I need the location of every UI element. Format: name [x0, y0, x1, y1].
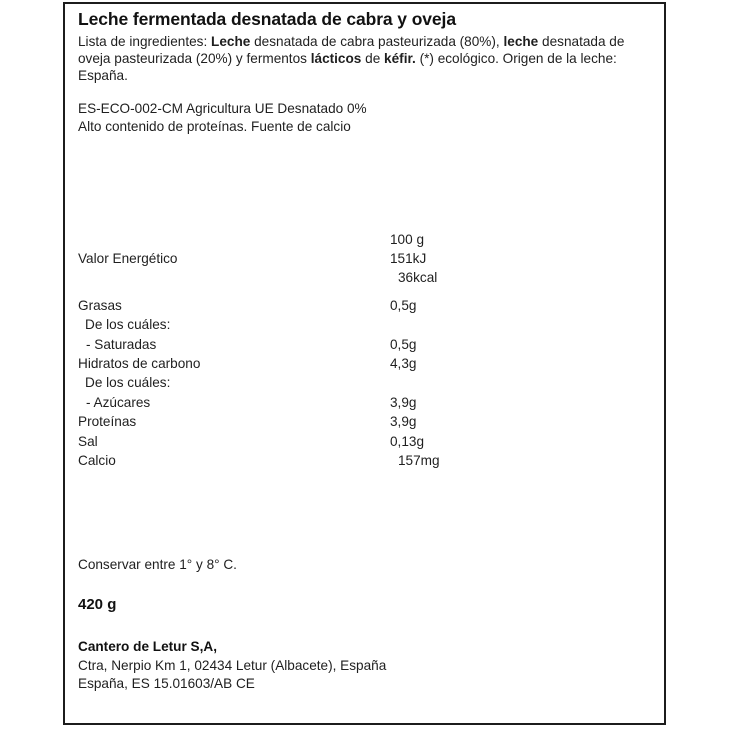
ingredient-leche-oveja: leche	[503, 34, 539, 49]
ingredient-lacticos: lácticos	[310, 51, 362, 67]
nutrition-row-label: De los cuáles:	[85, 375, 171, 391]
ingredient-leche-cabra: Leche	[211, 34, 251, 49]
address-country-code: España, ES 15.01603/AB CE	[78, 676, 255, 692]
ingredients-prefix: Lista de ingredientes:	[78, 34, 212, 49]
nutrition-row	[78, 249, 654, 268]
ingredients-text-3: de	[361, 51, 385, 67]
ingredients-text-1: desnatada de cabra pasteurizada (80%),	[250, 34, 504, 49]
nutrition-row-value: 3,9g	[390, 394, 417, 410]
nutrition-row-label: Hidratos de carbono	[78, 355, 201, 371]
nutrition-claim: Alto contenido de proteínas. Fuente de calcio	[78, 119, 351, 135]
nutrition-row-value: 0,5g	[390, 297, 417, 313]
nutrition-rows	[78, 249, 654, 470]
nutrition-row-value: 157mg	[398, 452, 440, 468]
nutrition-row-value: 36kcal	[398, 270, 438, 286]
ingredients-suffix: (*) ecológico. Origen de la leche: España.	[78, 51, 617, 84]
storage-instruction: Conservar entre 1° y 8° C.	[78, 557, 237, 573]
nutrition-row-value: 0,5g	[390, 336, 417, 352]
nutrition-row-value: 4,3g	[390, 355, 417, 371]
nutrition-spacer	[78, 288, 654, 296]
nutrition-header-row	[78, 230, 654, 249]
address-street: Ctra, Nerpio Km 1, 02434 Letur (Albacete), España	[78, 657, 387, 673]
nutrition-row-label: De los cuáles:	[85, 317, 171, 333]
nutrition-table	[78, 230, 654, 471]
nutrition-row	[78, 335, 654, 354]
nutrition-row	[78, 296, 654, 315]
nutrition-row-value: 0,13g	[390, 433, 425, 449]
nutrition-row-label: - Azúcares	[86, 394, 151, 410]
nutrition-label-panel	[63, 2, 666, 725]
nutrition-row-label: Calcio	[78, 452, 116, 468]
nutrition-row-label: Proteínas	[78, 414, 137, 430]
nutrition-row-value: 151kJ	[390, 251, 427, 266]
nutrition-row-label: - Saturadas	[86, 336, 157, 352]
label-content	[65, 4, 664, 723]
nutrition-row-value: 3,9g	[390, 414, 417, 430]
manufacturer-address	[78, 638, 654, 694]
company-name: Cantero de Letur S,A,	[78, 639, 217, 655]
nutrition-row	[78, 451, 654, 470]
serving-size-header: 100 g	[390, 231, 425, 247]
nutrition-row	[78, 412, 654, 431]
nutrition-row	[78, 354, 654, 373]
nutrition-row-label: Valor Energético	[78, 251, 178, 266]
ingredients-text-2: desnatada de oveja pasteurizada (20%) y fermentos	[78, 34, 625, 67]
claims-block	[78, 100, 654, 137]
nutrition-row	[78, 393, 654, 412]
organic-certification-code: ES-ECO-002-CM Agricultura UE Desnatado 0%	[78, 100, 367, 116]
nutrition-row	[78, 373, 654, 392]
nutrition-row	[78, 268, 654, 287]
ingredient-kefir: kéfir.	[384, 51, 416, 67]
nutrition-row	[78, 432, 654, 451]
product-title: Leche fermentada desnatada de cabra y oveja	[78, 9, 456, 29]
ingredients-paragraph	[78, 33, 626, 85]
net-weight: 420 g	[78, 596, 117, 614]
nutrition-row-label: Sal	[78, 433, 98, 449]
nutrition-row-label: Grasas	[78, 297, 122, 313]
nutrition-row	[78, 315, 654, 334]
